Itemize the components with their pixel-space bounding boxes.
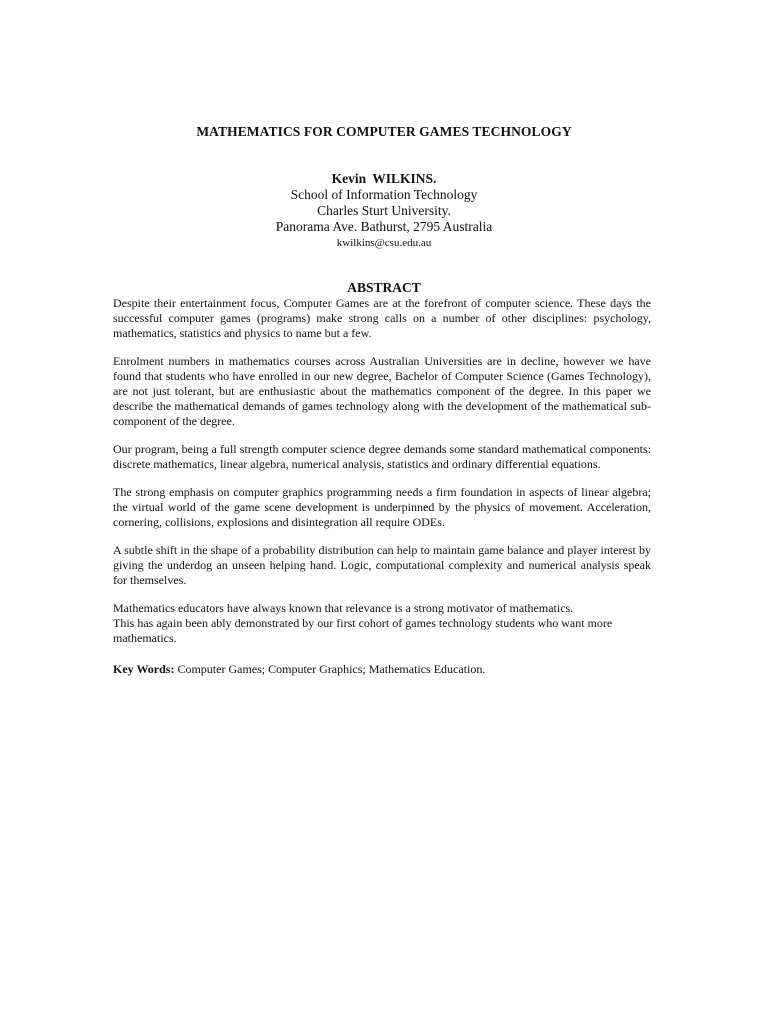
abstract-closing — [113, 601, 651, 646]
author-email: kwilkins@csu.edu.au — [336, 237, 432, 249]
affiliation-line-university: Charles Sturt University. — [317, 203, 451, 218]
abstract-paragraph-1: Despite their entertainment focus, Computer Games are at the forefront of computer science. These days the successful computer games (programs) make strong calls on a number of other disciplines: psychology, mathematics, statistics and physics to name but a few. — [113, 296, 651, 340]
affiliation-line-address: Panorama Ave. Bathurst, 2795 Australia — [275, 219, 493, 234]
keywords-text: Computer Games; Computer Graphics; Mathematics Education. — [177, 662, 486, 676]
author-block — [0, 170, 768, 251]
paper-title: MATHEMATICS FOR COMPUTER GAMES TECHNOLOGY — [196, 124, 572, 139]
keywords-label: Key Words: — [113, 662, 175, 676]
abstract-paragraph-2: Enrolment numbers in mathematics courses across Australian Universities are in decline, however we have found that students who have enrolled in our new degree, Bachelor of Computer Science (Games Technology), are not just tolerant, but are enthusiastic about the mathematics component of the degree. In this paper we describe the mathematical demands of games technology along with the development of the mathematical sub-component of the degree. — [113, 354, 651, 428]
keywords-line — [113, 662, 651, 677]
author-name: Kevin WILKINS. — [331, 171, 437, 186]
abstract-heading: ABSTRACT — [347, 280, 421, 295]
abstract-paragraph-3: Our program, being a full strength computer science degree demands some standard mathematical components: discrete mathematics, linear algebra, numerical analysis, statistics and ordinary differential equations. — [113, 442, 651, 471]
abstract-closing-line-2: This has again been ably demonstrated by our first cohort of games technology students who want more mathematics. — [113, 616, 613, 645]
abstract-closing-line-1: Mathematics educators have always known that relevance is a strong motivator of mathematics. — [113, 601, 574, 615]
abstract-body — [113, 296, 651, 659]
abstract-paragraph-5: A subtle shift in the shape of a probability distribution can help to maintain game balance and player interest by giving the underdog an unseen helping hand. Logic, computational complexity and numerical analysis speak for themselves. — [113, 543, 651, 587]
affiliation-line-school: School of Information Technology — [290, 187, 478, 202]
abstract-paragraph-4: The strong emphasis on computer graphics programming needs a firm foundation in aspects of linear algebra; the virtual world of the game scene development is underpinned by the physics of movement. Acceleration, cornering, collisions, explosions and disintegration all require ODEs. — [113, 485, 651, 529]
